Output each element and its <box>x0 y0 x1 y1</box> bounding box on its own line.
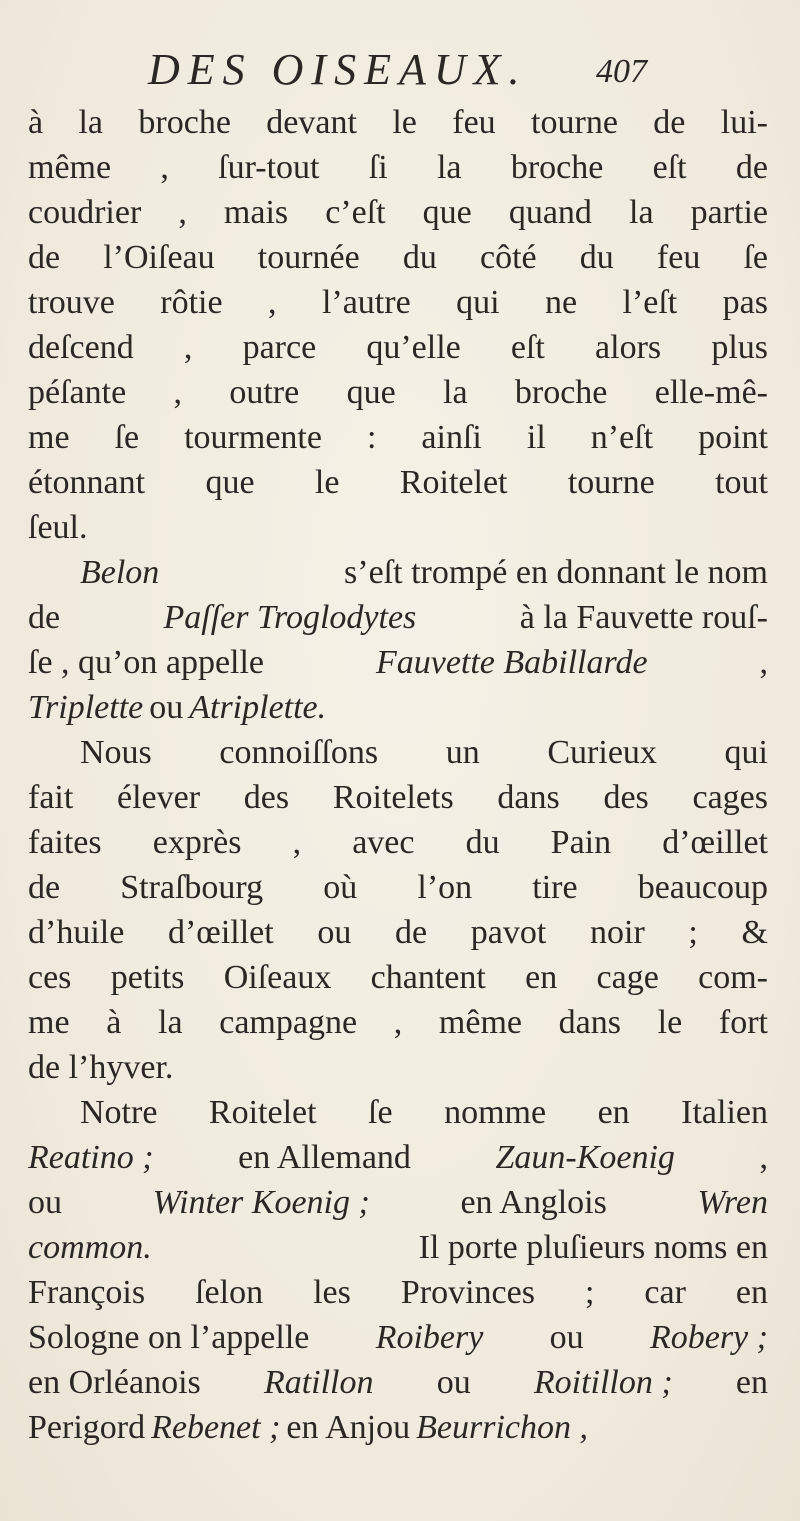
text-segment: Perigord <box>28 1409 146 1446</box>
text-segment: de l’Oiſeau tournée du côté du feu ſe <box>28 239 768 276</box>
text-line <box>28 1000 768 1045</box>
text-segment: en Allemand <box>238 1139 411 1176</box>
text-segment: coudrier , mais c’eſt que quand la partie <box>28 194 768 231</box>
text-segment: en Orléanois <box>28 1364 201 1401</box>
text-line <box>28 910 768 955</box>
text-line <box>28 1270 768 1315</box>
text-segment: François ſelon les Provinces ; car en <box>28 1274 768 1311</box>
text-line <box>28 1315 768 1360</box>
text-segment: de <box>28 599 61 636</box>
text-segment: en Anglois <box>460 1184 607 1221</box>
italic-text-segment: Atriplette. <box>189 689 327 726</box>
text-segment: , <box>759 644 768 681</box>
text-segment: trouve rôtie , l’autre qui ne l’eſt pas <box>28 284 768 321</box>
text-line <box>28 1135 768 1180</box>
text-line <box>28 1360 768 1405</box>
text-line <box>28 1225 768 1270</box>
text-line <box>28 1180 768 1225</box>
text-segment: Sologne on l’appelle <box>28 1319 310 1356</box>
text-line <box>28 505 768 550</box>
text-line <box>28 1405 768 1450</box>
text-segment: Nous connoiſſons un Curieux qui <box>80 734 768 771</box>
italic-text-segment: Wren <box>697 1184 768 1221</box>
body-text <box>28 100 768 1450</box>
text-segment: à la Fauvette rouſ- <box>519 599 768 636</box>
text-line <box>28 325 768 370</box>
text-segment: deſcend , parce qu’elle eſt alors plus <box>28 329 768 366</box>
text-segment: ſeul. <box>28 509 88 546</box>
text-line <box>28 190 768 235</box>
text-segment: péſante , outre que la broche elle-mê- <box>28 374 768 411</box>
text-line <box>28 100 768 145</box>
italic-text-segment: Fauvette Babillarde <box>375 644 648 681</box>
text-line <box>28 640 768 685</box>
page-number: 407 <box>596 53 647 90</box>
italic-text-segment: Ratillon <box>263 1364 374 1401</box>
text-segment: , <box>759 1139 768 1176</box>
text-segment: ſe , qu’on appelle <box>28 644 265 681</box>
italic-text-segment: Rebenet ; <box>151 1409 281 1446</box>
italic-text-segment: Zaun-Koenig <box>495 1139 675 1176</box>
italic-text-segment: Roibery <box>375 1319 484 1356</box>
text-segment: en Anjou <box>286 1409 411 1446</box>
italic-text-segment: common. <box>28 1229 152 1266</box>
text-segment: ces petits Oiſeaux chantent en cage com- <box>28 959 768 996</box>
italic-text-segment: Winter Koenig ; <box>152 1184 370 1221</box>
italic-text-segment: Roitillon ; <box>533 1364 673 1401</box>
text-line <box>28 550 768 595</box>
text-line <box>28 820 768 865</box>
text-line <box>28 145 768 190</box>
italic-text-segment: Belon <box>80 554 160 591</box>
text-segment: fait élever des Roitelets dans des cages <box>28 779 768 816</box>
text-segment: ou <box>149 689 184 726</box>
text-line <box>28 685 768 730</box>
running-title: DES OISEAUX. <box>148 45 528 94</box>
text-segment: en <box>735 1364 768 1401</box>
italic-text-segment: Triplette <box>28 689 144 726</box>
text-segment: à la broche devant le feu tourne de lui- <box>28 104 768 141</box>
text-segment: de l’hyver. <box>28 1049 174 1086</box>
text-line <box>28 1045 768 1090</box>
italic-text-segment: Reatino ; <box>28 1139 154 1176</box>
text-segment: même , ſur-tout ſi la broche eſt de <box>28 149 768 186</box>
text-line <box>28 595 768 640</box>
italic-text-segment: Beurrichon , <box>416 1409 588 1446</box>
text-line <box>28 280 768 325</box>
text-segment: me ſe tourmente : ainſi il n’eſt point <box>28 419 768 456</box>
text-line <box>28 370 768 415</box>
text-line <box>28 730 768 775</box>
italic-text-segment: Robery ; <box>649 1319 768 1356</box>
text-segment: s’eſt trompé en donnant le nom <box>344 554 768 591</box>
italic-text-segment: Paſſer Troglodytes <box>163 599 417 636</box>
text-line <box>28 1090 768 1135</box>
text-line <box>28 415 768 460</box>
text-segment: étonnant que le Roitelet tourne tout <box>28 464 768 501</box>
text-line <box>28 460 768 505</box>
page-header <box>0 40 800 100</box>
text-line <box>28 955 768 1000</box>
text-segment: Il porte pluſieurs noms en <box>418 1229 768 1266</box>
text-line <box>28 775 768 820</box>
text-segment: me à la campagne , même dans le fort <box>28 1004 768 1041</box>
text-segment: ou <box>549 1319 584 1356</box>
text-line <box>28 235 768 280</box>
text-segment: de Straſbourg où l’on tire beaucoup <box>28 869 768 906</box>
text-segment: faites exprès , avec du Pain d’œillet <box>28 824 768 861</box>
text-segment: Notre Roitelet ſe nomme en Italien <box>80 1094 768 1131</box>
text-segment: ou <box>28 1184 62 1221</box>
text-line <box>28 865 768 910</box>
text-segment: ou <box>436 1364 471 1401</box>
text-segment: d’huile d’œillet ou de pavot noir ; & <box>28 914 768 951</box>
